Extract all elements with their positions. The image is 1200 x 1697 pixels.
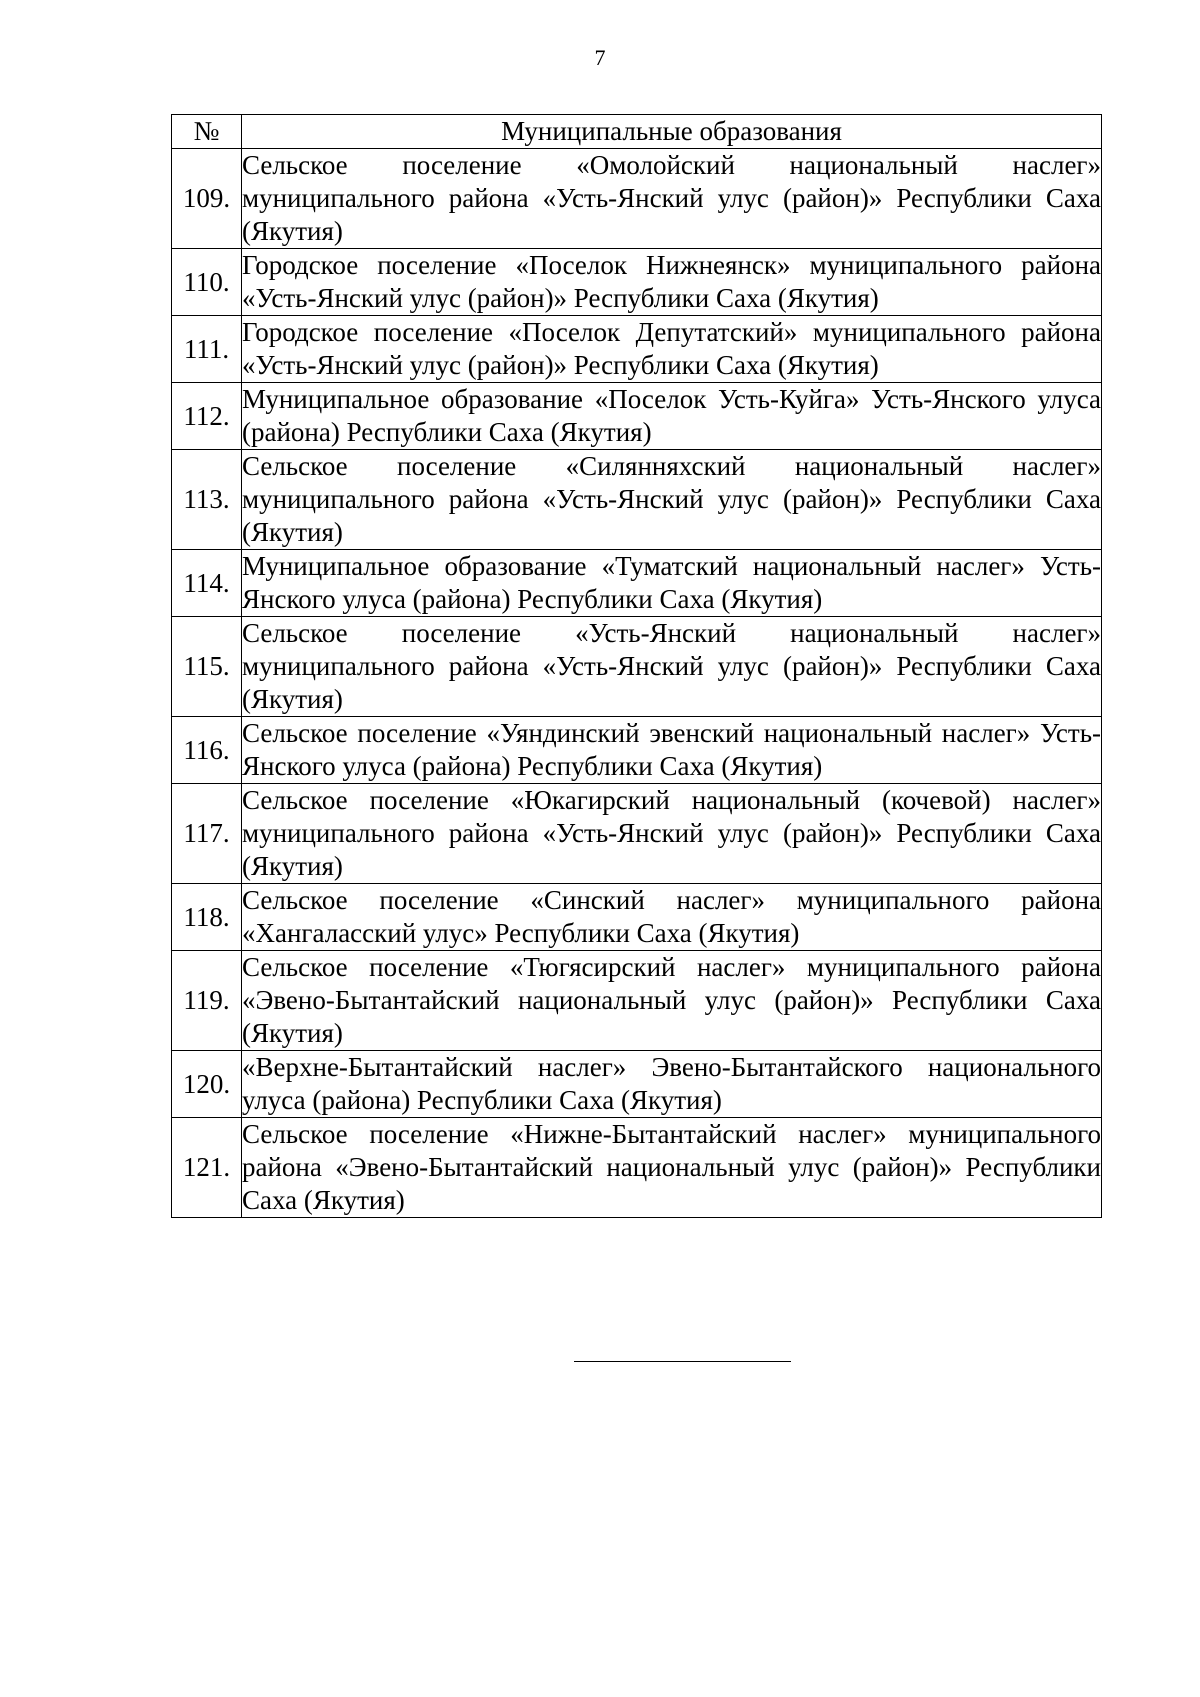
table-row [172, 550, 1102, 617]
table-row [172, 951, 1102, 1051]
table-row [172, 383, 1102, 450]
table-row [172, 1051, 1102, 1118]
municipality-name: Сельское поселение «Силянняхский национальный наслег» муниципального района «Усть-Янский улус (район)» Республики Саха (Якутия) [242, 450, 1102, 550]
municipality-name: Городское поселение «Поселок Нижнеянск» муниципального района «Усть-Янский улус (район)» Республики Саха (Якутия) [242, 249, 1102, 316]
municipality-name: Городское поселение «Поселок Депутатский» муниципального района «Усть-Янский улус (район)» Республики Саха (Якутия) [242, 316, 1102, 383]
table-row [172, 617, 1102, 717]
row-number: 118. [172, 884, 242, 951]
name-column-header: Муниципальные образования [242, 115, 1102, 149]
row-number: 114. [172, 550, 242, 617]
municipality-name: Сельское поселение «Усть-Янский национальный наслег» муниципального района «Усть-Янский улус (район)» Республики Саха (Якутия) [242, 617, 1102, 717]
municipality-name: «Верхне-Бытантайский наслег» Эвено-Бытантайского национального улуса (района) Республики Саха (Якутия) [242, 1051, 1102, 1118]
row-number: 111. [172, 316, 242, 383]
row-number: 120. [172, 1051, 242, 1118]
row-number: 119. [172, 951, 242, 1051]
table-row [172, 316, 1102, 383]
row-number: 116. [172, 717, 242, 784]
row-number: 112. [172, 383, 242, 450]
municipality-name: Муниципальное образование «Туматский национальный наслег» Усть-Янского улуса (района) Республики Саха (Якутия) [242, 550, 1102, 617]
municipality-name: Сельское поселение «Синский наслег» муниципального района «Хангаласский улус» Республики Саха (Якутия) [242, 884, 1102, 951]
municipalities-table [171, 114, 1102, 1218]
municipality-name: Сельское поселение «Уяндинский эвенский национальный наслег» Усть-Янского улуса (района) Республики Саха (Якутия) [242, 717, 1102, 784]
municipality-name: Сельское поселение «Тюгясирский наслег» муниципального района «Эвено-Бытантайский национальный улус (район)» Республики Саха (Якутия) [242, 951, 1102, 1051]
table-header-row [172, 115, 1102, 149]
row-number: 121. [172, 1118, 242, 1218]
row-number: 109. [172, 149, 242, 249]
municipality-name: Сельское поселение «Нижне-Бытантайский наслег» муниципального района «Эвено-Бытантайский национальный улус (район)» Республики Саха (Якутия) [242, 1118, 1102, 1218]
table-row [172, 717, 1102, 784]
table-row [172, 784, 1102, 884]
table-row [172, 249, 1102, 316]
page-number: 7 [594, 45, 606, 70]
row-number: 110. [172, 249, 242, 316]
end-of-document-rule [574, 1361, 791, 1362]
table-row [172, 1118, 1102, 1218]
table-row [172, 884, 1102, 951]
row-number: 113. [172, 450, 242, 550]
row-number: 117. [172, 784, 242, 884]
table-row [172, 149, 1102, 249]
row-number: 115. [172, 617, 242, 717]
municipality-name: Сельское поселение «Омолойский национальный наслег» муниципального района «Усть-Янский улус (район)» Республики Саха (Якутия) [242, 149, 1102, 249]
municipality-name: Муниципальное образование «Поселок Усть-Куйга» Усть-Янского улуса (района) Республики Саха (Якутия) [242, 383, 1102, 450]
table-row [172, 450, 1102, 550]
municipality-name: Сельское поселение «Юкагирский национальный (кочевой) наслег» муниципального района «Усть-Янский улус (район)» Республики Саха (Якутия) [242, 784, 1102, 884]
number-column-header: № [172, 115, 242, 149]
